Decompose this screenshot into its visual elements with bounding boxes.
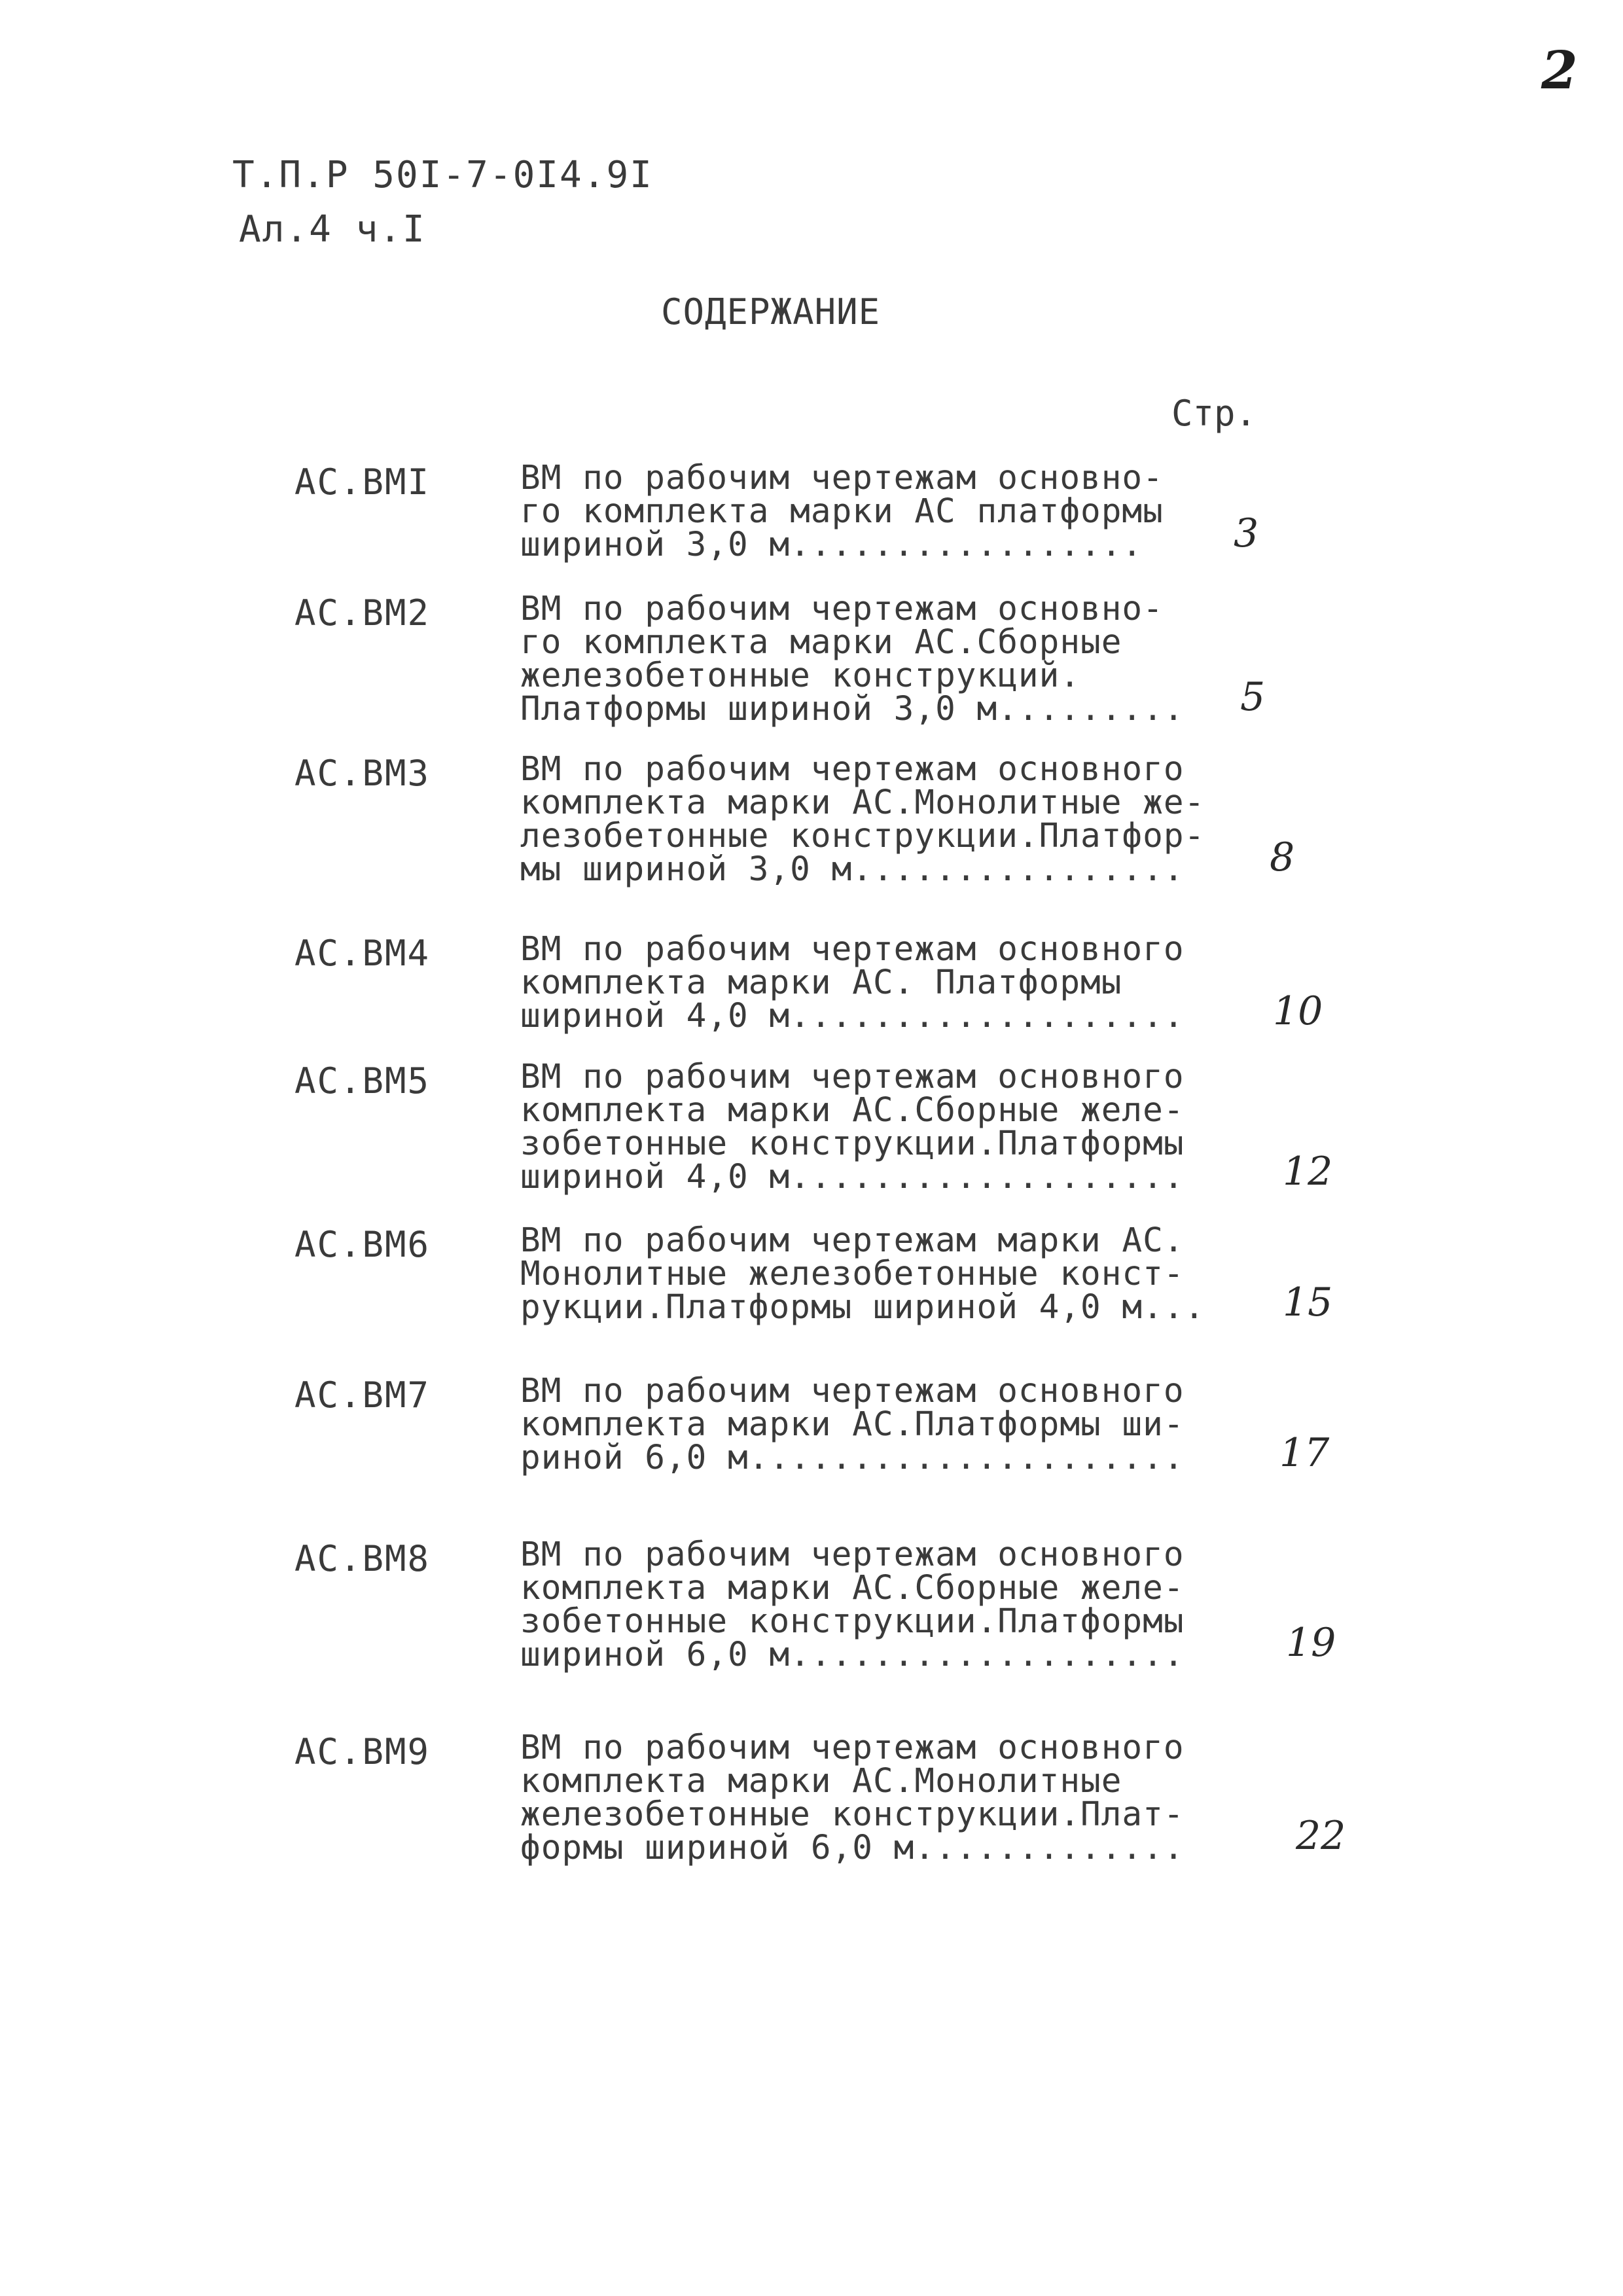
- entry-description-line: го комплекта марки АС платформы: [520, 492, 1164, 531]
- entry-description-line: ВМ по рабочим чертежам основно-: [520, 590, 1164, 628]
- entry-page-number: 8: [1270, 834, 1295, 880]
- entry-description: [520, 750, 1221, 889]
- entry-description: [520, 461, 1221, 562]
- entry-code: АС.ВМ2: [294, 592, 431, 634]
- entry-description-line: комплекта марки АС. Платформы: [520, 963, 1122, 1002]
- entry-description-line: комплекта марки АС.Монолитные же-: [520, 783, 1205, 822]
- entry-page-number: 22: [1296, 1813, 1346, 1859]
- entry-description-line: ВМ по рабочим чертежам основного: [520, 1058, 1185, 1096]
- entry-description-line: зобетонные конструкции.Платформы: [520, 1602, 1185, 1641]
- entry-description-line: шириной 3,0 м.................: [520, 526, 1143, 564]
- entry-description-line: ВМ по рабочим чертежам основного: [520, 930, 1185, 969]
- entry-code: АС.ВМI: [294, 461, 431, 503]
- entry-description: [520, 930, 1221, 1035]
- entry-description-line: шириной 6,0 м...................: [520, 1636, 1185, 1674]
- entry-description-line: комплекта марки АС.Сборные желе-: [520, 1569, 1185, 1607]
- entry-description-line: ВМ по рабочим чертежам основного: [520, 1729, 1185, 1767]
- entry-description-line: го комплекта марки АС.Сборные: [520, 623, 1122, 662]
- entry-page-number: 10: [1273, 988, 1323, 1034]
- entry-description-line: зобетонные конструкции.Платформы: [520, 1124, 1185, 1163]
- entry-code: АС.ВМ8: [294, 1538, 431, 1579]
- entry-description-line: комплекта марки АС.Монолитные: [520, 1762, 1122, 1801]
- entry-code: АС.ВМ6: [294, 1224, 431, 1265]
- entry-description-line: формы шириной 6,0 м.............: [520, 1829, 1185, 1867]
- entry-description-line: ВМ по рабочим чертежам основного: [520, 750, 1185, 789]
- entry-code: АС.ВМ9: [294, 1731, 431, 1772]
- entry-description-line: железобетонные конструкции.Плат-: [520, 1795, 1185, 1834]
- entry-description: [520, 592, 1221, 726]
- entry-page-number: 17: [1279, 1430, 1330, 1476]
- entry-description-line: ВМ по рабочим чертежам основно-: [520, 459, 1164, 497]
- entry-page-number: 3: [1234, 511, 1259, 556]
- entry-description-line: риной 6,0 м.....................: [520, 1439, 1185, 1477]
- entry-description-line: мы шириной 3,0 м................: [520, 850, 1185, 889]
- entry-description-line: шириной 4,0 м...................: [520, 1158, 1185, 1196]
- entry-description: [520, 1374, 1221, 1475]
- entry-page-number: 15: [1283, 1280, 1333, 1325]
- entry-description: [520, 1535, 1221, 1674]
- entry-description-line: рукции.Платформы шириной 4,0 м...: [520, 1288, 1205, 1327]
- page-title: СОДЕРЖАНИЕ: [661, 291, 881, 332]
- entry-description-line: комплекта марки АС.Сборные желе-: [520, 1091, 1185, 1130]
- entry-description-line: ВМ по рабочим чертежам основного: [520, 1372, 1185, 1410]
- entry-description-line: комплекта марки АС.Платформы ши-: [520, 1405, 1185, 1444]
- document-code: Т.П.Р 50I-7-0I4.9I: [232, 154, 653, 196]
- entry-description-line: ВМ по рабочим чертежам основного: [520, 1535, 1185, 1574]
- entry-description: [520, 1060, 1221, 1194]
- entry-page-number: 5: [1240, 674, 1266, 720]
- album-reference: Ал.4 ч.I: [239, 208, 426, 251]
- entry-code: АС.ВМ7: [294, 1374, 431, 1416]
- entry-description: [520, 1731, 1221, 1865]
- entry-description-line: ВМ по рабочим чертежам марки АС.: [520, 1221, 1185, 1260]
- entry-description-line: лезобетонные конструкции.Платфор-: [520, 817, 1205, 855]
- page-number: 2: [1541, 39, 1578, 101]
- entry-description-line: Монолитные железобетонные конст-: [520, 1255, 1185, 1293]
- entry-description-line: шириной 4,0 м...................: [520, 997, 1185, 1035]
- page-column-label: Стр.: [1171, 393, 1257, 434]
- entry-code: АС.ВМ3: [294, 753, 431, 794]
- entry-description: [520, 1221, 1221, 1327]
- entry-page-number: 12: [1283, 1149, 1333, 1194]
- entry-description-line: Платформы шириной 3,0 м.........: [520, 690, 1185, 728]
- entry-page-number: 19: [1286, 1620, 1336, 1666]
- entry-code: АС.ВМ5: [294, 1060, 431, 1102]
- entry-description-line: железобетонные конструкций.: [520, 656, 1081, 695]
- entry-code: АС.ВМ4: [294, 933, 431, 974]
